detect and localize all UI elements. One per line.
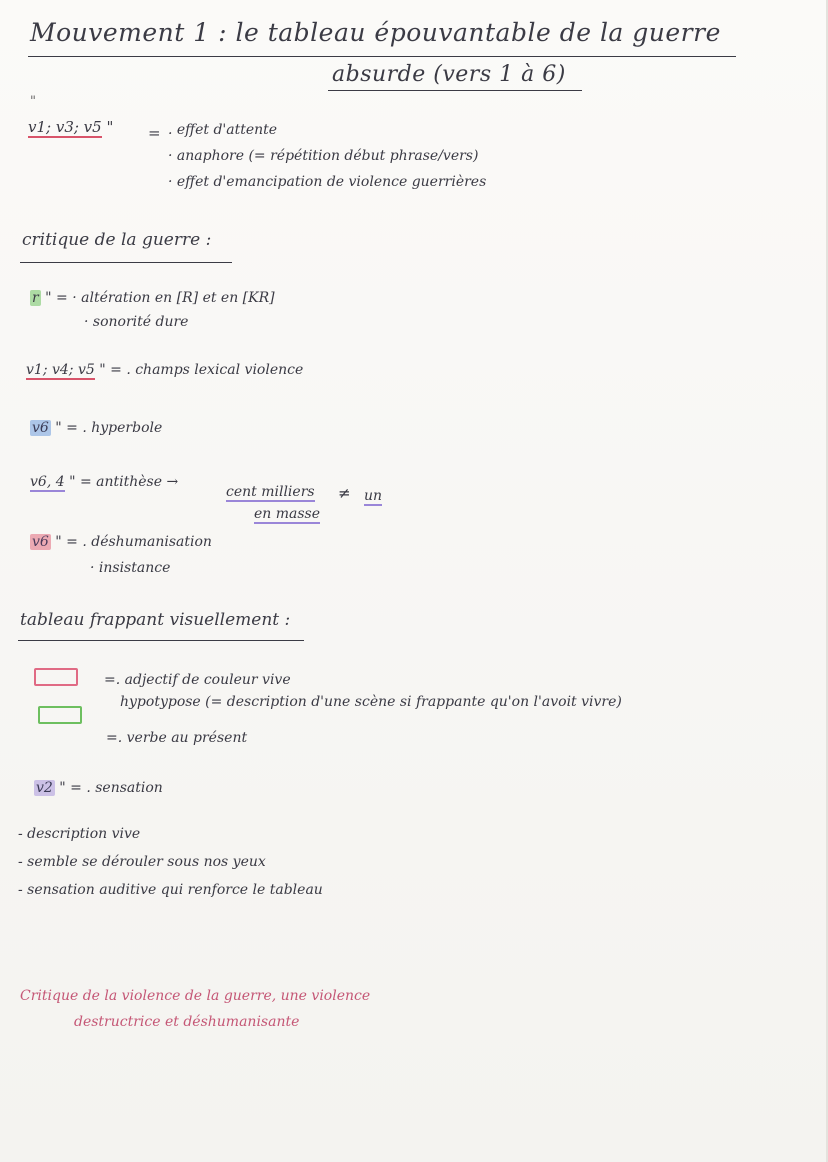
green-highlight-box — [38, 706, 82, 724]
entry-sensation — [34, 780, 163, 796]
antithese-un: un — [364, 488, 383, 504]
entry-deshum-text: " = . déshumanisation — [55, 534, 212, 550]
note-2: - semble se dérouler sous nos yeux — [18, 854, 266, 870]
page-title: Mouvement 1 : le tableau épouvantable de la guerre — [30, 18, 721, 47]
quote-close: " — [106, 118, 114, 136]
entry-antithese — [30, 474, 178, 490]
block1-item-3: · effet d'emancipation de violence guerrières — [168, 174, 487, 190]
conclusion-line-2: destructrice et déshumanisante — [74, 1014, 300, 1030]
antithese-target-2: en masse — [254, 506, 321, 522]
title-underline — [28, 56, 736, 57]
entry-lexical-text: " = . champs lexical violence — [99, 362, 304, 378]
antithese-neq: ≠ — [338, 484, 351, 502]
block1-item-2: · anaphore (= répétition début phrase/vers) — [168, 148, 479, 164]
antithese-un-wrap — [364, 488, 382, 504]
page-subtitle: absurde (vers 1 à 6) — [332, 62, 566, 87]
antithese-target-1: cent milliers — [226, 484, 315, 500]
entry-hyperbole-ref: v6 — [32, 420, 49, 436]
entry-hyperbole — [30, 420, 162, 436]
entry-deshum — [30, 534, 212, 550]
antithese-target — [226, 484, 315, 500]
note-3: - sensation auditive qui renforce le tableau — [18, 882, 323, 898]
section-critique-heading: critique de la guerre : — [22, 230, 212, 250]
visual-line-2: hypotypose (= description d'une scène si frappante qu'on l'avoit vivre) — [120, 694, 622, 710]
section-visual-underline — [18, 640, 304, 641]
entry-r-sub: · sonorité dure — [84, 314, 189, 330]
entry-sensation-ref: v2 — [36, 780, 53, 796]
equals-sign: = — [148, 124, 161, 142]
section-visual-heading: tableau frappant visuellement : — [20, 610, 291, 630]
note-1: - description vive — [18, 826, 141, 842]
verse-ref-text: v1; v3; v5 — [28, 118, 102, 136]
entry-r-text: " = · altération en [R] et en [KR] — [45, 290, 275, 306]
quote-mark: " — [30, 94, 36, 109]
entry-deshum-ref: v6 — [32, 534, 49, 550]
entry-antithese-ref: v6, 4 — [30, 474, 65, 490]
entry-r — [30, 290, 275, 306]
antithese-target-2-wrap — [254, 506, 320, 522]
red-highlight-box — [34, 668, 78, 686]
visual-line-1: =. adjectif de couleur vive — [104, 672, 291, 688]
entry-lexical-ref: v1; v4; v5 — [26, 362, 95, 378]
conclusion-line-1: Critique de la violence de la guerre, une violence — [20, 988, 371, 1004]
entry-antithese-text: " = antithèse → — [69, 474, 179, 490]
section-critique-underline — [20, 262, 232, 263]
entry-lexical — [26, 362, 303, 378]
subtitle-underline — [328, 90, 582, 91]
entry-hyperbole-text: " = . hyperbole — [55, 420, 163, 436]
block1-item-1: . effet d'attente — [168, 122, 278, 138]
entry-sensation-text: " = . sensation — [59, 780, 163, 796]
verse-ref — [28, 118, 113, 136]
entry-deshum-sub: · insistance — [90, 560, 171, 576]
visual-line-3: =. verbe au présent — [106, 730, 248, 746]
entry-r-ref: r — [32, 290, 39, 306]
